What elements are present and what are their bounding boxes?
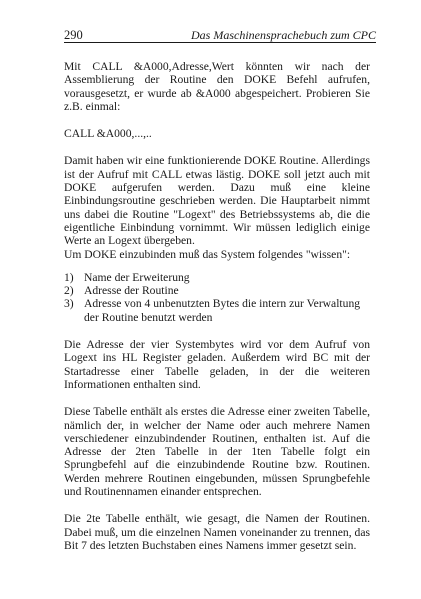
spacer — [64, 140, 370, 154]
list-item — [64, 271, 370, 284]
list-item — [64, 284, 370, 297]
paragraph-table-contents: Diese Tabelle enthält als erstes die Adresse einer zweiten Tabelle, nämlich der, in welcher der Name oder auch mehrere Namen verschiedener einzubindender Routinen, enthalten ist. Auf die Adresse der 2ten Tabelle in der 1ten Tabelle folgt ein Sprungbefehl auf die einzubindende Routine bzw. Routinen. Werden mehrere Routinen eingebunden, müssen Sprungbefehle und Routinennamen einander entsprechen. — [64, 405, 370, 499]
spacer — [64, 498, 370, 512]
requirements-list — [64, 271, 370, 324]
paragraph-call-intro: Mit CALL &A000,Adresse,Wert könnten wir nach der Assemblierung der Routine den DOKE Befehl aufrufen, vorausgesetzt, er wurde ab &A000 abgespeichert. Probieren Sie z.B. einmal: — [64, 60, 370, 113]
page-header — [64, 29, 376, 44]
list-item — [64, 297, 370, 324]
list-item-text: Name der Erweiterung — [84, 270, 190, 284]
page-number: 290 — [64, 28, 83, 42]
spacer — [64, 113, 370, 127]
paragraph-system-must-know: Um DOKE einzubinden muß das System folgendes "wissen": — [64, 247, 351, 261]
list-item-number: 1) — [64, 270, 74, 284]
paragraph-doke-routine: Damit haben wir eine funktionierende DOKE Routine. Allerdings ist der Aufruf mit CALL etwas lästig. DOKE soll jetzt auch mit DOKE aufgerufen werden. Dazu muß eine kleine Einbindungsroutine geschrieben werden. Die Hauptarbeit nimmt uns dabei die Routine "Logext" des Betriebssystems ab, die die eigentliche Einbindung vornimmt. Wir müssen lediglich einige Werte an Logext übergeben. — [64, 154, 370, 248]
list-item-text: Adresse von 4 unbenutzten Bytes die intern zur Verwaltung der Routine benutzt werden — [84, 297, 361, 324]
list-item-text: Adresse der Routine — [84, 284, 179, 298]
code-example: CALL &A000,...,.. — [64, 127, 152, 141]
list-item-number: 3) — [64, 297, 74, 311]
header-rule — [64, 42, 376, 43]
paragraph-system-bytes: Die Adresse der vier Systembytes wird vor dem Aufruf von Logext ins HL Register geladen. Außerdem wird BC mit der Startadresse einer Tabelle geladen, in der die weiteren Informationen enthalten sind. — [64, 338, 370, 391]
running-title: Das Maschinensprachebuch zum CPC — [191, 28, 376, 42]
body-text — [64, 60, 370, 552]
spacer — [64, 324, 370, 338]
spacer — [64, 391, 370, 405]
paragraph-second-table: Die 2te Tabelle enthält, wie gesagt, die Namen der Routinen. Dabei muß, um die einzelnen Namen voneinander zu trennen, das Bit 7 des letzten Buchstaben eines Namens immer gesetzt sein. — [64, 512, 370, 552]
list-item-number: 2) — [64, 284, 74, 298]
